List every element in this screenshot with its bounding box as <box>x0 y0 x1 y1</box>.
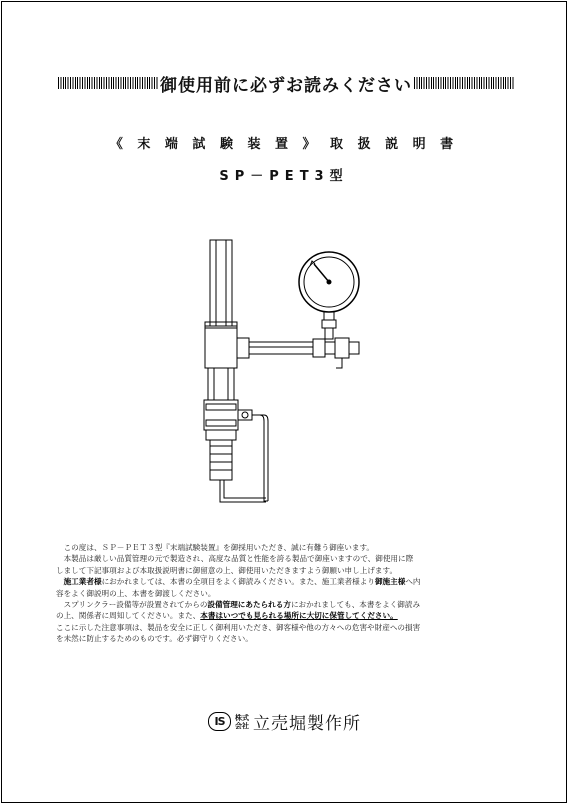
kabushiki-kaisha-mark <box>235 714 249 730</box>
intro-paragraph-2b: しまして下記事項および本取扱説明書に御留意の上、御使用いただきますよう御願い申し上げます。 <box>56 565 398 575</box>
intro-paragraph-2a: 本製品は厳しい品質管理の元で製造され、高度な品質と性能を誇る製品で御座いますので、御使用に際 <box>56 554 414 564</box>
intro-paragraph-4a <box>56 599 518 610</box>
intro-text-span: の上、関係者に周知してください。また、 <box>56 611 201 621</box>
owner-emphasis: 御施主様 <box>374 577 406 587</box>
header-hatch-left <box>58 77 158 89</box>
manual-cover <box>1 1 567 803</box>
company-signature <box>208 709 361 734</box>
kabu-top: 株式 <box>235 713 249 722</box>
model-number: SP－PET3型 <box>219 169 349 184</box>
warning-header <box>58 70 514 96</box>
company-logo: IS <box>208 712 231 731</box>
warning-header-text: 御使用前に必ずお読みください <box>160 75 412 96</box>
intro-paragraph-4b <box>56 610 518 621</box>
end-test-device-illustration <box>192 234 372 510</box>
intro-paragraph-3a <box>56 576 518 587</box>
intro-paragraph-1: この度は、ＳＰ－ＰＥＴ３型『末端試験装置』を御採用いただき、誠に有難う御座います。 <box>56 543 375 552</box>
intro-paragraph-5a: ここに示した注意事項は、製品を安全に正しく御利用いただき、御客様や他の方々への危害や財産への損害 <box>56 622 421 632</box>
intro-text-span: におかれましても、本書をよく御読み <box>290 600 421 610</box>
introduction-text <box>56 542 518 645</box>
document-title: 《 末 端 試 験 装 置 》 取 扱 説 明 書 <box>109 137 459 152</box>
intro-paragraph-5b: を未然に防止するためのものです。必ず御守りください。 <box>56 634 253 644</box>
facility-manager-emphasis: 設備管理にあたられる方 <box>207 600 291 610</box>
intro-paragraph-3b: 容をよく御説明の上、本書を御渡しください。 <box>56 588 216 598</box>
company-name: 立売堀製作所 <box>253 714 361 734</box>
installer-emphasis: 施工業者様 <box>63 577 102 587</box>
storage-warning: 本書はいつでも見られる場所に大切に保管してください。 <box>200 611 398 621</box>
header-hatch-right <box>414 77 514 89</box>
kabu-bottom: 会社 <box>235 721 249 730</box>
intro-text-span: におかれましては、本書の全項目をよく御読みください。また、施工業者様より <box>101 577 375 587</box>
intro-text-span: スプリンクラー設備等が設置されてからの <box>56 600 208 610</box>
intro-text-span: へ内 <box>405 577 421 587</box>
